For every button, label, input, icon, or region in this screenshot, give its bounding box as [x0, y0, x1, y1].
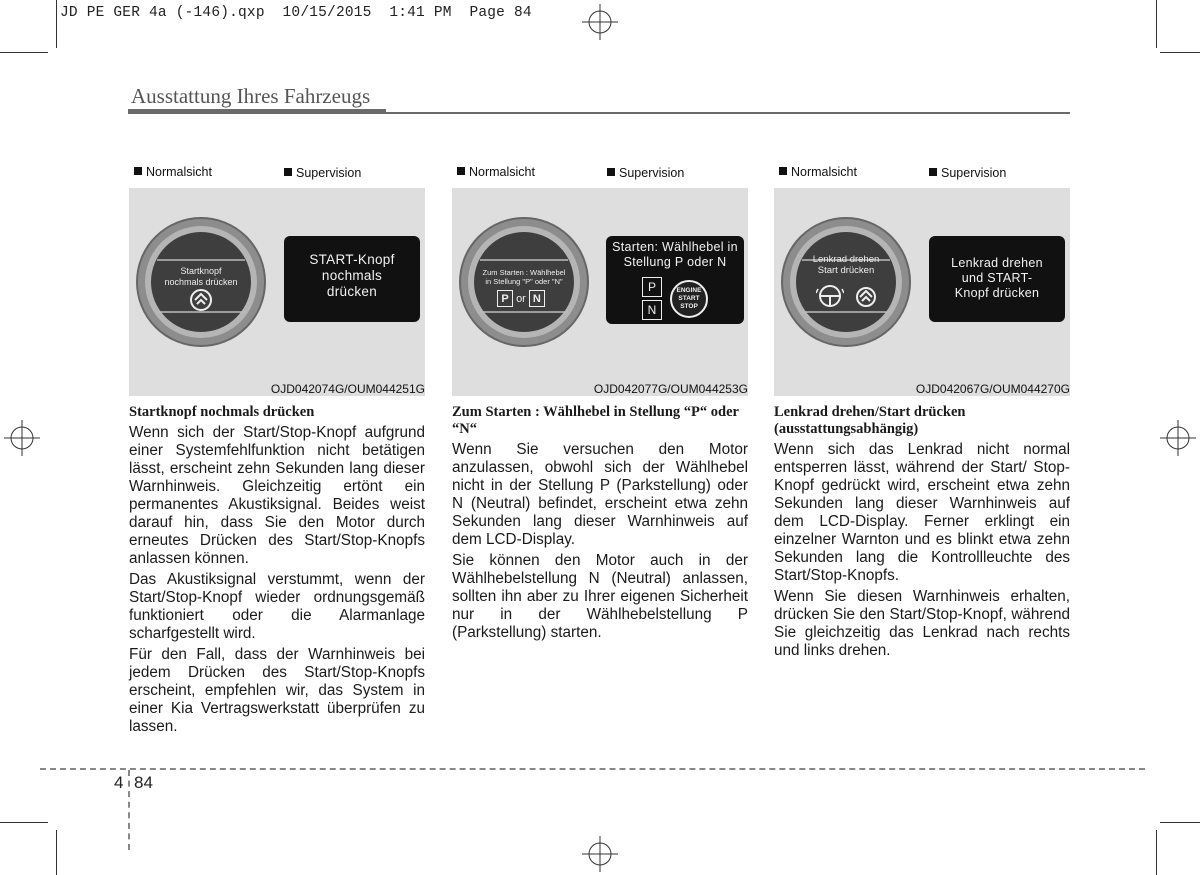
text-column-1: [129, 404, 425, 739]
steering-wheel-icon: [816, 283, 844, 314]
instrument-gauge: [458, 216, 590, 348]
label-normalsicht: Normalsicht: [134, 165, 212, 179]
start-button-icon: [852, 286, 880, 313]
gauge-text-line2: Start drücken: [817, 265, 875, 276]
paragraph: Das Akustiksignal verstummt, wenn der Start/Stop-Knopf wieder ordnungsgemäß funktioniert oder die Alarmanlage scharfgestellt wird.: [129, 571, 425, 642]
paragraph: Wenn sich der Start/Stop-Knopf aufgrund einer Systemfehlfunktion nicht betätigen lässt, erscheint zehn Sekunden lang dieser Warnhinweis. Gleichzeitig ertönt ein permanentes Akustiksignal. Beides weist darauf hin, dass Sie den Motor durch erneutes Drücken des Start/Stop-Knopfs anlassen können.: [129, 424, 425, 567]
chapter-number: 4: [114, 773, 124, 792]
lcd-gear-p: P: [642, 277, 662, 297]
label-normalsicht: Normalsicht: [779, 165, 857, 179]
paragraph: Wenn sich das Lenkrad nicht normal entsperren lässt, während der Start/ Stop-Knopf gedrückt wird, erscheint etwa zehn Sekunden lang dieser Warnhinweis auf dem LCD-Display. Ferner erklingt ein einzelner Warnton und es blinkt etwa zehn Sekunden lang die Kontrollleuchte des Start/Stop-Knopfs.: [774, 441, 1070, 584]
registration-mark-bottom: [582, 836, 618, 872]
paragraph: Wenn Sie versuchen den Motor anzulassen, obwohl sich der Wählhebel nicht in der Stellung P (Parkstellung) oder N (Neutral) befindet, erscheint etwa zehn Sekunden lang dieser Warnhinweis auf dem LCD-Display.: [452, 441, 748, 548]
gauge-text-line1: Startknopf: [180, 266, 222, 276]
lcd-line1: START-Knopf: [309, 252, 395, 267]
instrument-gauge: [780, 216, 912, 348]
column-heading: Startknopf nochmals drücken: [129, 404, 315, 420]
registration-mark-right: [1160, 420, 1196, 456]
header-rule-thin: [386, 112, 1070, 114]
print-slug-line: JD PE GER 4a (-146).qxp 10/15/2015 1:41 PM Page 84: [60, 5, 532, 21]
footer-divider: [128, 770, 130, 850]
column-heading: Zum Starten : Wählhebel in Stellung “P“ oder “N“: [452, 404, 739, 437]
text-column-3: [774, 404, 1070, 663]
lcd-display: [284, 236, 420, 322]
figure-lenkrad: [774, 164, 1070, 396]
lcd-display: [606, 236, 744, 324]
lcd-line2: Stellung P oder N: [623, 255, 727, 269]
figure-startknopf: [129, 164, 425, 396]
gauge-gear-indicator: [497, 290, 557, 308]
lcd-line3: drücken: [326, 284, 378, 299]
lcd-line3: Knopf drücken: [954, 286, 1040, 300]
gauge-text-line1: Zum Starten : Wählhebel: [482, 268, 566, 277]
lcd-line1: Starten: Wählhebel in: [612, 240, 738, 254]
label-supervision: Supervision: [607, 166, 684, 180]
paragraph: Wenn Sie diesen Warnhinweis erhalten, drücken Sie den Start/Stop-Knopf, während Sie gleichzeitig das Lenkrad nach rechts und links drehen.: [774, 588, 1070, 659]
registration-mark-top: [582, 4, 618, 40]
gauge-text-line2: in Stellung "P" oder "N": [485, 277, 563, 286]
label-supervision: Supervision: [284, 166, 361, 180]
lcd-line2: und START-: [961, 271, 1033, 285]
column-heading: Lenkrad drehen/Start drücken (ausstattungsabhängig): [774, 404, 966, 437]
figure-code: OJD042074G/OUM044251G: [270, 382, 425, 396]
instrument-gauge: [135, 216, 267, 348]
figure-waehlhebel: [452, 164, 748, 396]
lcd-display: [929, 236, 1065, 322]
lcd-line2: nochmals: [321, 268, 383, 283]
registration-mark-left: [4, 420, 40, 456]
gauge-or-text: or: [516, 293, 526, 305]
section-title: Ausstattung Ihres Fahrzeugs: [131, 84, 371, 108]
footer-rule: [40, 768, 1145, 770]
lcd-gear-n: N: [642, 300, 662, 320]
gauge-text-line1: Lenkrad drehen: [812, 254, 880, 265]
figure-code: OJD042077G/OUM044253G: [593, 382, 748, 396]
gauge-text-line2: nochmals drücken: [164, 277, 238, 287]
start-button-icon: [186, 289, 216, 316]
engine-start-stop-icon: ENGINE START STOP: [670, 280, 708, 318]
gauge-gear-p: P: [497, 290, 513, 307]
paragraph: Sie können den Motor auch in der Wählhebelstellung N (Neutral) anlassen, sollten ihn aber zu Ihrer eigenen Sicherheit nur in der Wählhebelstellung P (Parkstellung) starten.: [452, 552, 748, 641]
header-rule: [128, 109, 386, 114]
page-number: 84: [134, 773, 153, 792]
lcd-line1: Lenkrad drehen: [951, 256, 1043, 270]
gauge-gear-n: N: [529, 290, 545, 307]
text-column-2: [452, 404, 748, 645]
paragraph: Für den Fall, dass der Warnhinweis bei jedem Drücken des Start/Stop-Knopfs erscheint, empfehlen wir, das System in einer Kia Vertragswerkstatt überprüfen zu lassen.: [129, 646, 425, 735]
label-normalsicht: Normalsicht: [457, 165, 535, 179]
figure-code: OJD042067G/OUM044270G: [915, 382, 1070, 396]
label-supervision: Supervision: [929, 166, 1006, 180]
